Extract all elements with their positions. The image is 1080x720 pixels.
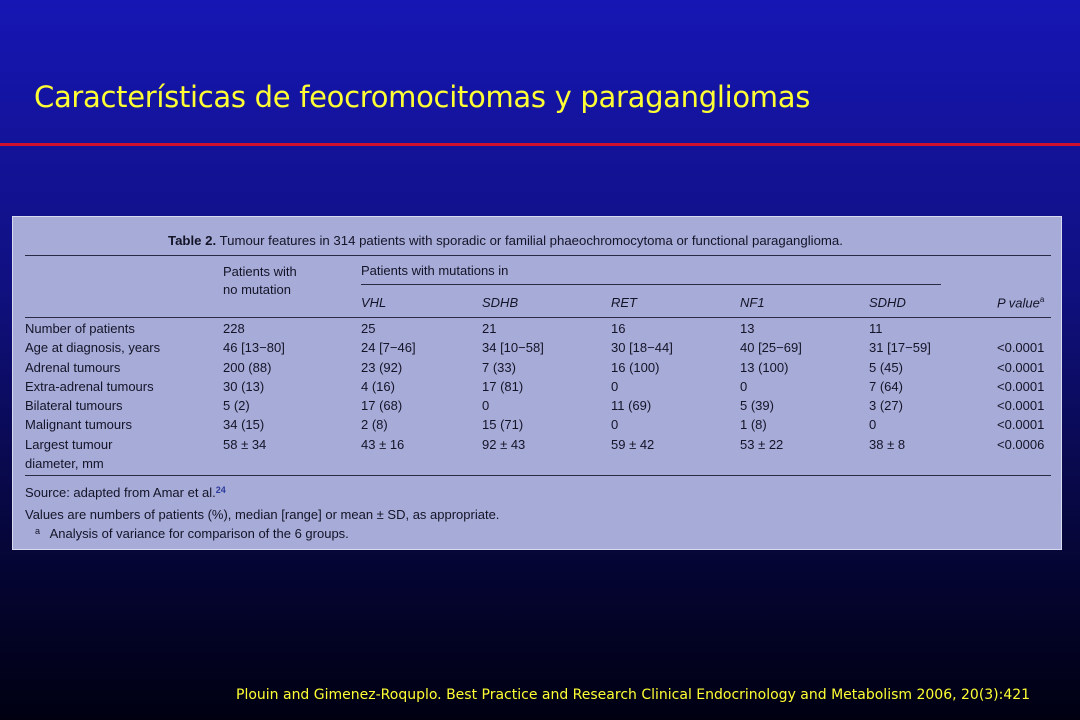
table-cell: 1 (8): [740, 417, 767, 432]
table-cell: 58 ± 34: [223, 437, 267, 452]
table-cell: 23 (92): [361, 360, 403, 375]
row-label: Extra-adrenal tumours: [25, 379, 154, 394]
table-cell: 40 [25−69]: [740, 340, 802, 355]
table-cell: 13 (100): [740, 360, 789, 375]
header-gene-ret: RET: [611, 295, 637, 310]
citation: Plouin and Gimenez-Roquplo. Best Practice and Research Clinical Endocrinology and Metabolism 2006, 20(3):421: [236, 687, 1031, 703]
header-p-value: [997, 295, 1044, 310]
table-cell: 200 (88): [223, 360, 272, 375]
table-cell: 0: [482, 398, 490, 413]
table-cell: <0.0001: [997, 340, 1045, 355]
header-no-mutation: [223, 263, 297, 299]
table-cell: 0: [740, 379, 748, 394]
header-gene-sdhb: SDHB: [482, 295, 519, 310]
header-p-value-label: P value: [997, 295, 1040, 311]
row-label: Age at diagnosis, years: [25, 340, 161, 355]
rule-header: [25, 317, 1051, 318]
row-label: Largest tumour: [25, 437, 113, 452]
table-cell: 3 (27): [869, 398, 903, 413]
table-cell: 13: [740, 321, 755, 336]
table-cell: 46 [13−80]: [223, 340, 285, 355]
table-cell: 17 (81): [482, 379, 524, 394]
table-cell: 7 (33): [482, 360, 516, 375]
table-cell: 92 ± 43: [482, 437, 526, 452]
table-cell: 34 [10−58]: [482, 340, 544, 355]
table-figure: [12, 216, 1062, 550]
row-label: Bilateral tumours: [25, 398, 123, 413]
table-cell: <0.0001: [997, 398, 1045, 413]
row-label: Malignant tumours: [25, 417, 132, 432]
table-cell: 0: [611, 379, 619, 394]
header-gene-sdhd: SDHD: [869, 295, 906, 310]
table-cell: 16: [611, 321, 626, 336]
header-no-mutation-line2: no mutation: [223, 282, 291, 297]
table-cell: 0: [611, 417, 619, 432]
slide-title: Características de feocromocitomas y paragangliomas: [34, 80, 811, 114]
footnote-mark: a: [35, 526, 41, 536]
table-cell: 25: [361, 321, 376, 336]
row-label-continued: diameter, mm: [25, 456, 104, 471]
table-cell: <0.0006: [997, 437, 1045, 452]
table-cell: 11 (69): [611, 398, 652, 413]
table-cell: 24 [7−46]: [361, 340, 416, 355]
title-divider: [0, 143, 1080, 146]
table-cell: 5 (45): [869, 360, 903, 375]
rule-top: [25, 255, 1051, 256]
rule-body-end: [25, 475, 1051, 476]
row-label: Number of patients: [25, 321, 135, 336]
header-gene-nf1: NF1: [740, 295, 765, 310]
table-cell: 59 ± 42: [611, 437, 655, 452]
table-cell: 16 (100): [611, 360, 660, 375]
header-p-value-mark: a: [1039, 295, 1045, 304]
table-caption-text: Tumour features in 314 patients with sporadic or familial phaeochromocytoma or functional paraganglioma.: [219, 233, 843, 248]
source-text: Source: adapted from Amar et al.: [25, 485, 216, 500]
footnote-text: Analysis of variance for comparison of the 6 groups.: [49, 526, 349, 541]
table-cell: 21: [482, 321, 497, 336]
table-cell: 53 ± 22: [740, 437, 784, 452]
table-cell: <0.0001: [997, 379, 1045, 394]
table-cell: 2 (8): [361, 417, 388, 432]
row-label: Adrenal tumours: [25, 360, 121, 375]
header-no-mutation-line1: Patients with: [223, 264, 297, 279]
table-cell: 7 (64): [869, 379, 903, 394]
table-cell: 31 [17−59]: [869, 340, 931, 355]
table-cell: 4 (16): [361, 379, 395, 394]
table-cell: 30 [18−44]: [611, 340, 673, 355]
footnote: [35, 526, 349, 541]
table-cell: 30 (13): [223, 379, 265, 394]
header-mutations: Patients with mutations in: [361, 263, 509, 278]
table-caption-label: Table 2.: [168, 233, 217, 248]
table-cell: <0.0001: [997, 417, 1045, 432]
table-cell: 228: [223, 321, 245, 336]
table-cell: 11: [869, 321, 883, 336]
table-cell: 15 (71): [482, 417, 524, 432]
table-cell: 0: [869, 417, 877, 432]
table-cell: 38 ± 8: [869, 437, 906, 452]
table-cell: <0.0001: [997, 360, 1045, 375]
table-caption: [168, 233, 843, 248]
values-note: Values are numbers of patients (%), median [range] or mean ± SD, as appropriate.: [25, 507, 500, 522]
source-ref: 24: [215, 485, 226, 495]
source-note: [25, 485, 226, 500]
rule-group: [361, 284, 941, 285]
table-cell: 34 (15): [223, 417, 265, 432]
table-cell: 5 (39): [740, 398, 774, 413]
table-cell: 17 (68): [361, 398, 403, 413]
header-gene-vhl: VHL: [361, 295, 387, 310]
table-cell: 43 ± 16: [361, 437, 405, 452]
table-cell: 5 (2): [223, 398, 250, 413]
